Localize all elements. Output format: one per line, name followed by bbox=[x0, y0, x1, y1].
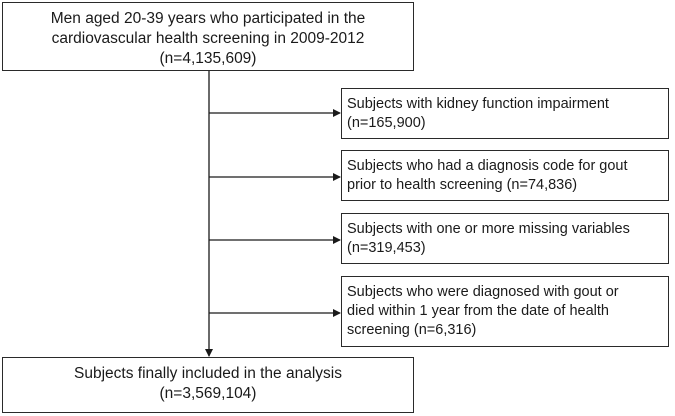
exclusion-1-line-2: (n=165,900) bbox=[347, 115, 426, 131]
top-box-line-2: cardiovascular health screening in 2009-2012 bbox=[51, 30, 365, 47]
exclusion-2-line-2: prior to health screening (n=74,836) bbox=[347, 177, 578, 193]
top-box bbox=[2, 2, 414, 71]
exclusion-4-line-1: Subjects who were diagnosed with gout or bbox=[347, 284, 619, 300]
exclusion-box-2 bbox=[341, 150, 669, 201]
bottom-box bbox=[2, 357, 414, 413]
exclusion-3-line-2: (n=319,453) bbox=[347, 240, 426, 256]
exclusion-3-line-1: Subjects with one or more missing variables bbox=[347, 221, 630, 237]
bottom-box-line-1: Subjects finally included in the analysis bbox=[74, 365, 342, 382]
top-box-line-1: Men aged 20-39 years who participated in the bbox=[50, 10, 366, 27]
bottom-box-line-2: (n=3,569,104) bbox=[159, 385, 257, 402]
exclusion-4-line-2: died within 1 year from the date of health bbox=[347, 303, 609, 319]
exclusion-2-line-1: Subjects who had a diagnosis code for gout bbox=[347, 158, 628, 174]
top-box-line-3: (n=4,135,609) bbox=[159, 50, 257, 67]
exclusion-box-1 bbox=[341, 88, 669, 139]
exclusion-box-4 bbox=[341, 276, 669, 347]
exclusion-1-line-1: Subjects with kidney function impairment bbox=[347, 96, 609, 112]
exclusion-4-line-3: screening (n=6,316) bbox=[347, 322, 477, 338]
exclusion-box-3 bbox=[341, 213, 669, 264]
